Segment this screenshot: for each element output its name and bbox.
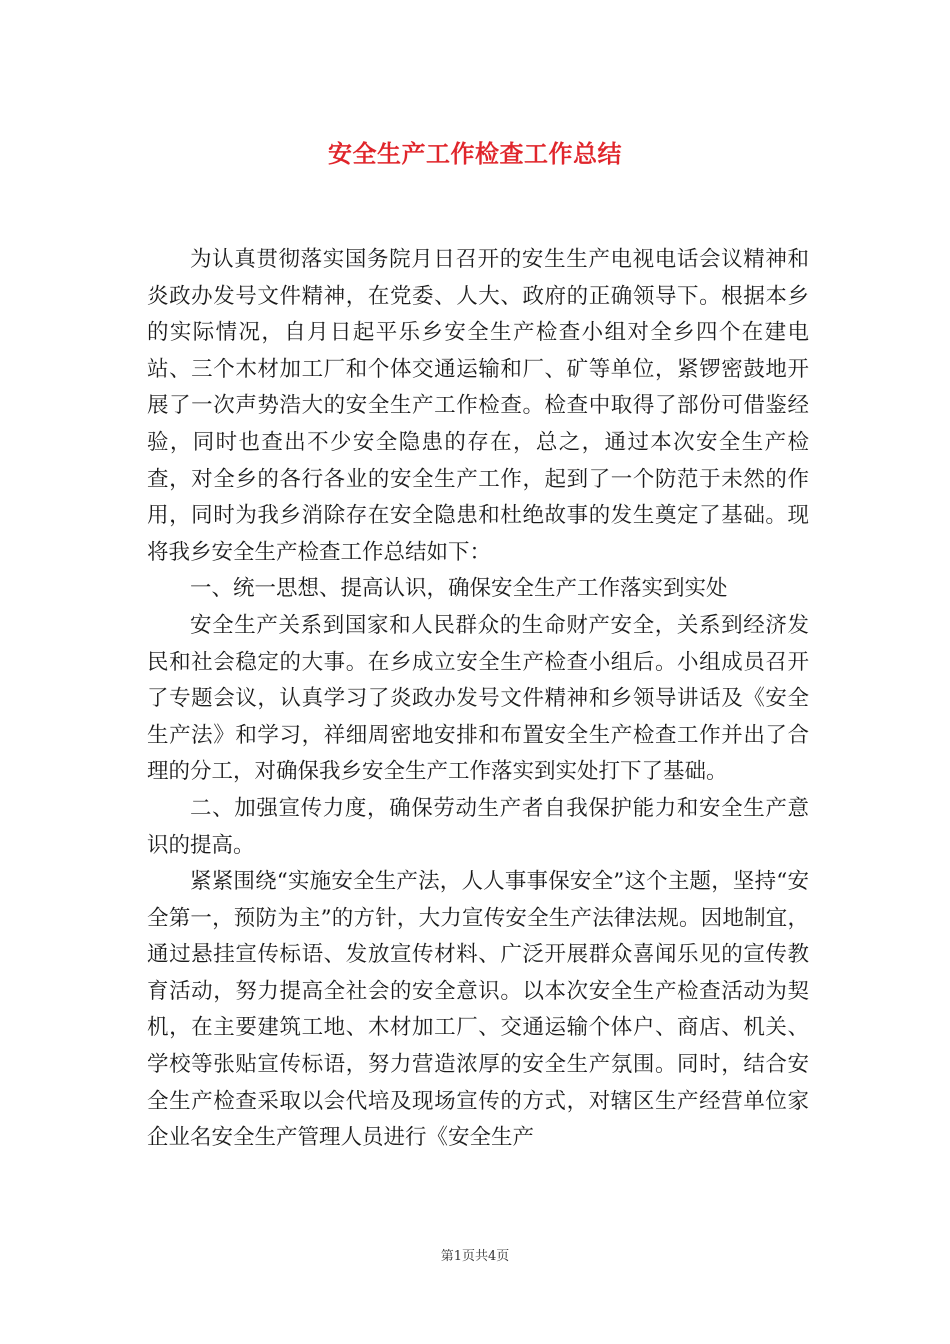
section-heading-2: 二、加强宣传力度，确保劳动生产者自我保护能力和安全生产意识的提高。 [147,795,809,858]
document-title: 安全生产工作检查工作总结 [328,139,622,168]
paragraph-section-2: 紧紧围绕“实施安全生产法，人人事事保安全”这个主题，坚持“安全第一，预防为主”的方针，大力宣传安全生产法律法规。因地制宜，通过悬挂宣传标语、发放宣传材料、广泛开展群众喜闻乐见的宣传教育活动，努力提高全社会的安全意识。以本次安全生产检查活动为契机，在主要建筑工地、木材加工厂、交通运输个体户、商店、机关、学校等张贴宣传标语，努力营造浓厚的安全生产氛围。同时，结合安全生产检查采取以会代培及现场宣传的方式，对辖区生产经营单位家企业名安全生产管理人员进行《安全生产 [147,869,809,1151]
paragraph-section-1: 安全生产关系到国家和人民群众的生命财产安全，关系到经济发民和社会稳定的大事。在乡成立安全生产检查小组后。小组成员召开了专题会议，认真学习了炎政办发号文件精神和乡领导讲话及《安全生产法》和学习，祥细周密地安排和布置安全生产检查工作并出了合理的分工，对确保我乡安全生产工作落实到实处打下了基础。 [147,612,809,785]
section-heading-1: 一、统一思想、提高认识，确保安全生产工作落实到实处 [190,576,728,602]
page-number: 第1页共4页 [440,1249,510,1264]
document-body [147,242,809,1157]
paragraph-intro: 为认真贯彻落实国务院月日召开的安生生产电视电话会议精神和炎政办发号文件精神，在党委、人大、政府的正确领导下。根据本乡的实际情况，自月日起平乐乡安全生产检查小组对全乡四个在建电站、三个木材加工厂和个体交通运输和厂、矿等单位，紧锣密鼓地开展了一次声势浩大的安全生产工作检查。检查中取得了部份可借鉴经验，同时也查出不少安全隐患的存在，总之，通过本次安全生产检查，对全乡的各行各业的安全生产工作，起到了一个防范于未然的作用，同时为我乡消除存在安全隐患和杜绝故事的发生奠定了基础。现将我乡安全生产检查工作总结如下： [147,247,809,565]
